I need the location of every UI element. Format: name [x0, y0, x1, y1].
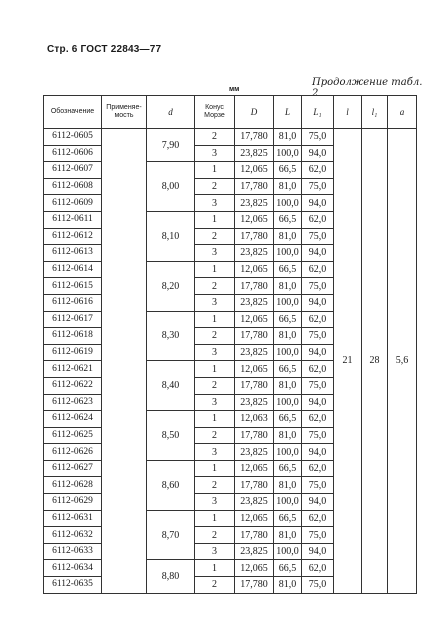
- table-row: [44, 129, 417, 146]
- cell-morse-taper: 2: [195, 477, 235, 494]
- col-d: d: [147, 96, 195, 129]
- cell-morse-taper: 1: [195, 261, 235, 278]
- cell-designation: 6112-0622: [44, 377, 102, 394]
- cell-designation: 6112-0632: [44, 527, 102, 544]
- cell-morse-taper: 3: [195, 145, 235, 162]
- cell-a-common: 5,6: [388, 129, 417, 594]
- cell-L: 100,0: [274, 195, 302, 212]
- cell-morse-taper: 3: [195, 344, 235, 361]
- cell-D: 17,780: [235, 527, 274, 544]
- page-header: Стр. 6 ГОСТ 22843—77: [47, 44, 162, 55]
- cell-L1: 94,0: [302, 195, 334, 212]
- cell-L: 81,0: [274, 228, 302, 245]
- cell-designation: 6112-0611: [44, 211, 102, 228]
- cell-L: 66,5: [274, 411, 302, 428]
- cell-morse-taper: 3: [195, 245, 235, 262]
- cell-d: 8,40: [147, 361, 195, 411]
- cell-l1-common: 28: [362, 129, 388, 594]
- cell-L1: 75,0: [302, 278, 334, 295]
- cell-L: 81,0: [274, 477, 302, 494]
- cell-l-common: 21: [334, 129, 362, 594]
- cell-designation: 6112-0621: [44, 361, 102, 378]
- cell-d: 8,00: [147, 162, 195, 212]
- cell-L: 81,0: [274, 278, 302, 295]
- cell-L: 100,0: [274, 444, 302, 461]
- cell-L1: 94,0: [302, 344, 334, 361]
- cell-D: 17,780: [235, 577, 274, 594]
- cell-designation: 6112-0623: [44, 394, 102, 411]
- col-D: D: [235, 96, 274, 129]
- cell-L: 66,5: [274, 460, 302, 477]
- cell-D: 23,825: [235, 344, 274, 361]
- cell-designation: 6112-0615: [44, 278, 102, 295]
- cell-designation: 6112-0619: [44, 344, 102, 361]
- cell-morse-taper: 1: [195, 560, 235, 577]
- cell-morse-taper: 1: [195, 361, 235, 378]
- cell-D: 12,065: [235, 361, 274, 378]
- cell-morse-taper: 2: [195, 577, 235, 594]
- cell-d: 8,20: [147, 261, 195, 311]
- cell-L: 100,0: [274, 344, 302, 361]
- cell-designation: 6112-0628: [44, 477, 102, 494]
- cell-L1: 62,0: [302, 361, 334, 378]
- cell-D: 17,780: [235, 427, 274, 444]
- cell-designation: 6112-0608: [44, 178, 102, 195]
- cell-D: 23,825: [235, 145, 274, 162]
- cell-morse-taper: 2: [195, 527, 235, 544]
- cell-designation: 6112-0618: [44, 328, 102, 345]
- cell-L: 81,0: [274, 178, 302, 195]
- cell-L: 100,0: [274, 394, 302, 411]
- cell-morse-taper: 3: [195, 195, 235, 212]
- cell-L: 81,0: [274, 377, 302, 394]
- cell-D: 17,780: [235, 228, 274, 245]
- table-header-row: [44, 96, 417, 129]
- cell-D: 17,780: [235, 477, 274, 494]
- cell-morse-taper: 2: [195, 328, 235, 345]
- cell-L1: 75,0: [302, 427, 334, 444]
- cell-morse-taper: 1: [195, 211, 235, 228]
- col-designation: Обозначение: [44, 96, 102, 129]
- cell-L1: 94,0: [302, 444, 334, 461]
- cell-L1: 62,0: [302, 460, 334, 477]
- cell-L1: 94,0: [302, 145, 334, 162]
- cell-L1: 94,0: [302, 245, 334, 262]
- cell-d: 8,30: [147, 311, 195, 361]
- cell-D: 12,065: [235, 510, 274, 527]
- cell-D: 23,825: [235, 294, 274, 311]
- cell-designation: 6112-0605: [44, 129, 102, 146]
- col-l: l: [334, 96, 362, 129]
- col-L1: L₁: [302, 96, 334, 129]
- cell-D: 12,065: [235, 261, 274, 278]
- cell-D: 23,825: [235, 195, 274, 212]
- cell-L1: 75,0: [302, 178, 334, 195]
- cell-morse-taper: 2: [195, 427, 235, 444]
- cell-L1: 94,0: [302, 394, 334, 411]
- cell-L: 66,5: [274, 311, 302, 328]
- col-applicability: Применяе- мость: [102, 96, 147, 129]
- cell-D: 12,065: [235, 311, 274, 328]
- cell-L: 66,5: [274, 560, 302, 577]
- table-body: [44, 129, 417, 594]
- cell-L: 81,0: [274, 527, 302, 544]
- cell-morse-taper: 3: [195, 494, 235, 511]
- cell-L1: 62,0: [302, 211, 334, 228]
- cell-designation: 6112-0616: [44, 294, 102, 311]
- cell-D: 17,780: [235, 328, 274, 345]
- cell-D: 17,780: [235, 377, 274, 394]
- cell-L1: 94,0: [302, 294, 334, 311]
- cell-morse-taper: 2: [195, 228, 235, 245]
- cell-L1: 94,0: [302, 494, 334, 511]
- col-L: L: [274, 96, 302, 129]
- cell-L: 100,0: [274, 494, 302, 511]
- cell-d: 7,90: [147, 129, 195, 162]
- cell-designation: 6112-0614: [44, 261, 102, 278]
- cell-morse-taper: 1: [195, 411, 235, 428]
- cell-designation: 6112-0633: [44, 543, 102, 560]
- continuation-label: Продолжение табл. 2: [312, 77, 423, 99]
- cell-designation: 6112-0624: [44, 411, 102, 428]
- cell-L: 100,0: [274, 543, 302, 560]
- cell-L: 66,5: [274, 162, 302, 179]
- cell-designation: 6112-0635: [44, 577, 102, 594]
- cell-designation: 6112-0609: [44, 195, 102, 212]
- cell-L1: 62,0: [302, 261, 334, 278]
- cell-applicability: [102, 129, 147, 594]
- cell-L: 81,0: [274, 129, 302, 146]
- unit-label: мм: [229, 86, 240, 93]
- cell-D: 17,780: [235, 129, 274, 146]
- cell-morse-taper: 2: [195, 129, 235, 146]
- col-morse-taper: Конус Морзе: [195, 96, 235, 129]
- col-l1: l₁: [362, 96, 388, 129]
- cell-L1: 62,0: [302, 311, 334, 328]
- cell-L1: 62,0: [302, 510, 334, 527]
- cell-designation: 6112-0625: [44, 427, 102, 444]
- col-a: a: [388, 96, 417, 129]
- cell-designation: 6112-0607: [44, 162, 102, 179]
- cell-morse-taper: 2: [195, 377, 235, 394]
- cell-D: 12,063: [235, 411, 274, 428]
- cell-d: 8,10: [147, 211, 195, 261]
- cell-d: 8,70: [147, 510, 195, 560]
- cell-L1: 75,0: [302, 129, 334, 146]
- cell-D: 23,825: [235, 245, 274, 262]
- cell-L: 100,0: [274, 145, 302, 162]
- cell-designation: 6112-0606: [44, 145, 102, 162]
- cell-morse-taper: 1: [195, 460, 235, 477]
- cell-D: 12,065: [235, 162, 274, 179]
- cell-L1: 75,0: [302, 477, 334, 494]
- cell-morse-taper: 1: [195, 311, 235, 328]
- cell-designation: 6112-0629: [44, 494, 102, 511]
- cell-designation: 6112-0626: [44, 444, 102, 461]
- cell-L: 100,0: [274, 245, 302, 262]
- cell-L1: 75,0: [302, 577, 334, 594]
- cell-L1: 75,0: [302, 228, 334, 245]
- cell-L: 66,5: [274, 361, 302, 378]
- cell-L: 66,5: [274, 510, 302, 527]
- cell-morse-taper: 3: [195, 543, 235, 560]
- cell-D: 17,780: [235, 278, 274, 295]
- spec-table: [43, 95, 417, 594]
- cell-designation: 6112-0612: [44, 228, 102, 245]
- cell-morse-taper: 1: [195, 162, 235, 179]
- cell-L1: 94,0: [302, 543, 334, 560]
- cell-d: 8,50: [147, 411, 195, 461]
- cell-L1: 62,0: [302, 560, 334, 577]
- cell-L: 100,0: [274, 294, 302, 311]
- cell-L: 81,0: [274, 328, 302, 345]
- cell-morse-taper: 1: [195, 510, 235, 527]
- cell-morse-taper: 3: [195, 444, 235, 461]
- cell-designation: 6112-0627: [44, 460, 102, 477]
- cell-D: 23,825: [235, 394, 274, 411]
- cell-L: 66,5: [274, 211, 302, 228]
- cell-D: 12,065: [235, 560, 274, 577]
- cell-designation: 6112-0617: [44, 311, 102, 328]
- cell-L1: 62,0: [302, 162, 334, 179]
- cell-d: 8,60: [147, 460, 195, 510]
- cell-designation: 6112-0613: [44, 245, 102, 262]
- cell-d: 8,80: [147, 560, 195, 593]
- cell-D: 23,825: [235, 494, 274, 511]
- cell-D: 17,780: [235, 178, 274, 195]
- cell-L: 81,0: [274, 577, 302, 594]
- cell-L1: 62,0: [302, 411, 334, 428]
- cell-L1: 75,0: [302, 527, 334, 544]
- cell-D: 12,065: [235, 211, 274, 228]
- cell-morse-taper: 3: [195, 294, 235, 311]
- cell-morse-taper: 3: [195, 394, 235, 411]
- cell-L1: 75,0: [302, 377, 334, 394]
- cell-designation: 6112-0634: [44, 560, 102, 577]
- cell-morse-taper: 2: [195, 178, 235, 195]
- cell-designation: 6112-0631: [44, 510, 102, 527]
- cell-D: 23,825: [235, 543, 274, 560]
- cell-D: 23,825: [235, 444, 274, 461]
- cell-L1: 75,0: [302, 328, 334, 345]
- cell-L: 66,5: [274, 261, 302, 278]
- cell-L: 81,0: [274, 427, 302, 444]
- cell-D: 12,065: [235, 460, 274, 477]
- cell-morse-taper: 2: [195, 278, 235, 295]
